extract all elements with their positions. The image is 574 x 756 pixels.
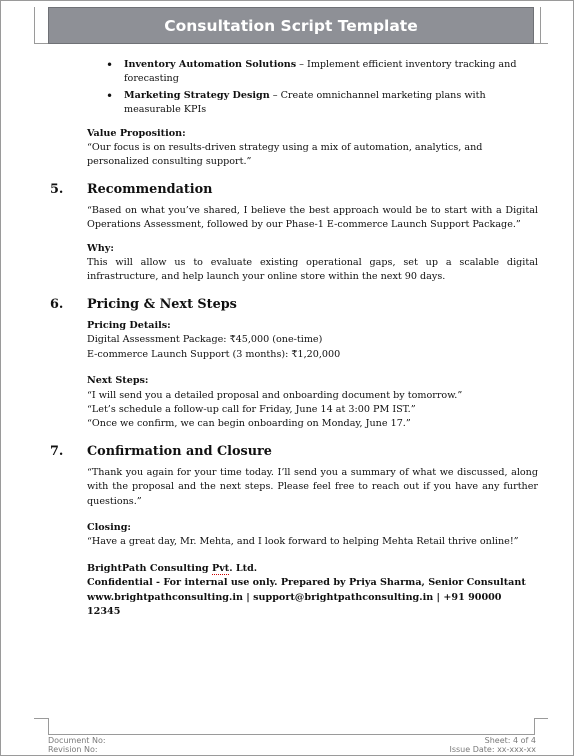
crop-mark-top-right: [540, 7, 541, 44]
pricing-details-label: Pricing Details:: [87, 319, 171, 331]
crop-mark-bottom-left-h: [34, 718, 49, 719]
section-title: Confirmation and Closure: [87, 443, 272, 459]
revision-number: Revision No:: [48, 745, 98, 754]
document-number: Document No:: [48, 736, 106, 745]
section-number: 6.: [50, 296, 64, 312]
recommendation-quote: “Based on what you’ve shared, I believe the best approach would be to start with a Digital Operations Assessment, followed by our Phase-1 E-commerce Launch Support Package.”: [87, 204, 538, 231]
crop-mark-top-left: [34, 7, 35, 44]
why-text: This will allow us to evaluate existing operational gaps, set up a scalable digital infrastructure, and help launch your online store within the next 90 days.: [87, 257, 538, 283]
closure-quote: “Thank you again for your time today. I’ll send you a summary of what we discussed, along with the proposal and the next steps. Please feel free to reach out if you have any further questions.”: [87, 466, 538, 507]
section-5-heading: [48, 180, 538, 200]
value-proposition: [48, 127, 538, 170]
next-step-line: “I will send you a detailed proposal and onboarding document by tomorrow.”: [87, 389, 463, 401]
pricing-line: Digital Assessment Package: ₹45,000 (one-time): [87, 334, 323, 346]
issue-date: Issue Date: xx-xxx-xx: [449, 745, 536, 754]
bullet-icon: •: [106, 88, 114, 103]
bullet-icon: •: [106, 58, 114, 72]
crop-mark-bottom-right: [534, 718, 535, 735]
company-name: BrightPath Consulting Pvt. Ltd.: [87, 562, 258, 574]
crop-mark-bottom-right-h: [534, 718, 548, 719]
section-title: Pricing & Next Steps: [87, 296, 237, 312]
page-title: Consultation Script Template: [48, 7, 534, 44]
signature-block: [48, 562, 538, 620]
closing-label: Closing:: [87, 521, 131, 533]
section-7-heading: [48, 442, 538, 462]
value-proposition-label: Value Proposition:: [87, 127, 186, 139]
document-body: [48, 58, 538, 619]
next-step-line: “Once we confirm, we can begin onboarding on Monday, June 17.”: [87, 418, 411, 430]
value-proposition-text: “Our focus is on results-driven strategy using a mix of automation, analytics, and personalized consulting support.”: [87, 142, 483, 168]
crop-mark-bottom-left: [48, 718, 49, 735]
contact-info: www.brightpathconsulting.in | support@brightpathconsulting.in | +91 90000 12345: [87, 591, 502, 617]
footer-rule: [48, 734, 535, 735]
closing-text: “Have a great day, Mr. Mehta, and I look forward to helping Mehta Retail thrive online!”: [87, 536, 519, 548]
confidential-note: Confidential - For internal use only. Prepared by Priya Sharma, Senior Consultant: [87, 577, 526, 589]
section-title: Recommendation: [87, 181, 213, 197]
service-bullet-list: [48, 58, 538, 118]
crop-mark-top-right-h: [534, 43, 548, 44]
sheet-number: Sheet: 4 of 4: [484, 736, 536, 745]
pricing-line: E-commerce Launch Support (3 months): ₹1,20,000: [87, 348, 341, 360]
next-steps-label: Next Steps:: [87, 375, 149, 387]
why-label: Why:: [87, 242, 114, 254]
section-number: 7.: [50, 443, 64, 459]
list-item: • Inventory Automation Solutions – Implement efficient inventory tracking and forecasting: [106, 58, 517, 85]
list-item: • Marketing Strategy Design – Create omnichannel marketing plans with measurable KPIs: [106, 88, 486, 116]
section-6-heading: [48, 295, 538, 315]
section-number: 5.: [50, 181, 64, 197]
next-step-line: “Let’s schedule a follow-up call for Friday, June 14 at 3:00 PM IST.”: [87, 403, 416, 415]
crop-mark-top-left-h: [34, 43, 48, 44]
